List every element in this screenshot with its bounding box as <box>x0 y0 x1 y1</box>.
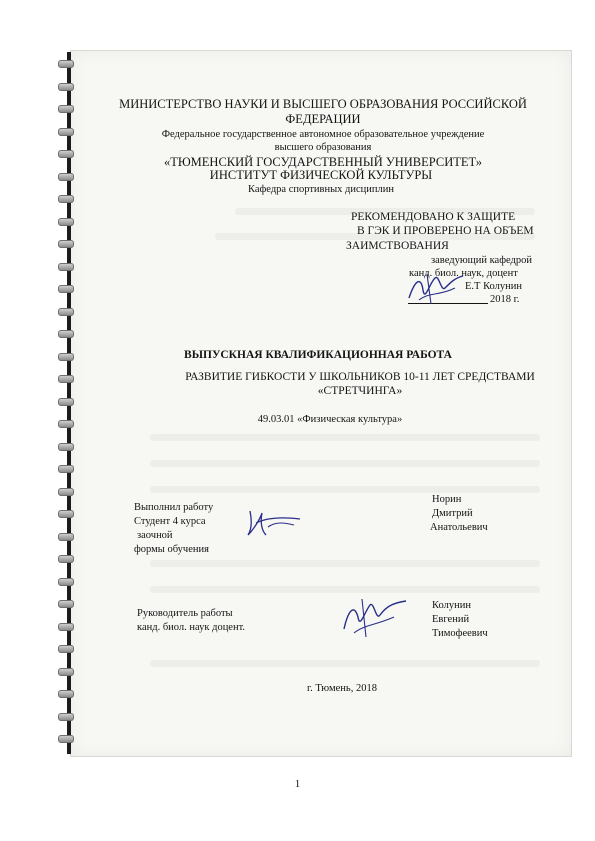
binding-ring <box>58 173 74 181</box>
supervisor-label-line-2: канд. биол. наук доцент. <box>137 622 246 633</box>
binding-ring <box>58 713 74 721</box>
supervisor-patronymic: Тимофеевич <box>432 628 488 639</box>
bleed-through-line <box>150 660 540 667</box>
student-surname: Норин <box>432 494 462 505</box>
work-type: ВЫПУСКНАЯ КВАЛИФИКАЦИОННАЯ РАБОТА <box>184 349 452 361</box>
bleed-through-line <box>150 586 540 593</box>
binding-ring <box>58 555 74 563</box>
approval-line-1: РЕКОМЕНДОВАНО К ЗАЩИТЕ <box>351 211 516 223</box>
university-name: «ТЮМЕНСКИЙ ГОСУДАРСТВЕННЫЙ УНИВЕРСИТЕТ» <box>163 155 483 169</box>
binding-ring <box>58 218 74 226</box>
student-label-line-2: Студент 4 курса <box>134 516 206 527</box>
approval-role: заведующий кафедрой <box>431 255 533 266</box>
city-year: г. Тюмень, 2018 <box>307 683 377 694</box>
specialty-code: 49.03.01 «Физическая культура» <box>257 414 403 425</box>
student-label-line-3: заочной <box>137 530 173 541</box>
student-signature-icon <box>240 505 306 539</box>
department-name: Кафедра спортивных дисциплин <box>247 184 395 195</box>
approval-name: Е.Т Колунин <box>465 281 523 292</box>
binding-ring <box>58 668 74 676</box>
approval-date: 2018 г. <box>490 294 520 305</box>
binding-ring <box>58 690 74 698</box>
head-signature-icon <box>405 270 469 306</box>
institution-type-line-2: высшего образования <box>274 142 372 153</box>
ministry-line-1: МИНИСТЕРСТВО НАУКИ И ВЫСШЕГО ОБРАЗОВАНИЯ РОССИЙСКОЙ <box>119 97 527 111</box>
supervisor-signature-icon <box>336 595 412 639</box>
supervisor-label-line-1: Руководитель работы <box>137 608 233 619</box>
binding-ring <box>58 443 74 451</box>
binding-ring <box>58 240 74 248</box>
binding-ring <box>58 420 74 428</box>
ministry-line-2: ФЕДЕРАЦИИ <box>285 112 361 126</box>
binding-ring <box>58 330 74 338</box>
student-label-line-1: Выполнил работу <box>134 502 214 513</box>
binding-ring <box>58 578 74 586</box>
bleed-through-line <box>150 434 540 441</box>
student-patronymic: Анатольевич <box>430 522 488 533</box>
work-title-line-1: РАЗВИТИЕ ГИБКОСТИ У ШКОЛЬНИКОВ 10-11 ЛЕТ СРЕДСТВАМИ <box>185 371 535 383</box>
binding-ring <box>58 353 74 361</box>
binding-ring <box>58 60 74 68</box>
binding-ring <box>58 150 74 158</box>
binding-ring <box>58 195 74 203</box>
bleed-through-line <box>150 460 540 467</box>
page-number: 1 <box>294 778 301 790</box>
binding-ring <box>58 83 74 91</box>
approval-line-2: В ГЭК И ПРОВЕРЕНО НА ОБЪЕМ <box>357 225 534 237</box>
binding-ring <box>58 375 74 383</box>
student-label-line-4: формы обучения <box>134 544 209 555</box>
approval-line-3: ЗАИМСТВОВАНИЯ <box>346 240 449 252</box>
binding-ring <box>58 488 74 496</box>
binding-ring <box>58 645 74 653</box>
student-first-name: Дмитрий <box>432 508 473 519</box>
work-title-line-2: «СТРЕТЧИНГА» <box>317 385 403 397</box>
supervisor-first-name: Евгений <box>432 614 470 625</box>
bleed-through-line <box>150 560 540 567</box>
institute-name: ИНСТИТУТ ФИЗИЧЕСКОЙ КУЛЬТУРЫ <box>209 168 433 182</box>
binding-ring <box>58 735 74 743</box>
binding-ring <box>58 105 74 113</box>
binding-ring <box>58 533 74 541</box>
institution-type-line-1: Федеральное государственное автономное образовательное учреждение <box>161 129 485 140</box>
binding-ring <box>58 600 74 608</box>
supervisor-surname: Колунин <box>432 600 471 611</box>
binding-ring <box>58 465 74 473</box>
approval-degree: канд. биол. наук, доцент <box>409 268 518 279</box>
binding-ring <box>58 128 74 136</box>
binding-ring <box>58 398 74 406</box>
binding-ring <box>58 623 74 631</box>
bleed-through-line <box>150 486 540 493</box>
binding-ring <box>58 510 74 518</box>
binding-ring <box>58 308 74 316</box>
binding-ring <box>58 263 74 271</box>
binding-ring <box>58 285 74 293</box>
